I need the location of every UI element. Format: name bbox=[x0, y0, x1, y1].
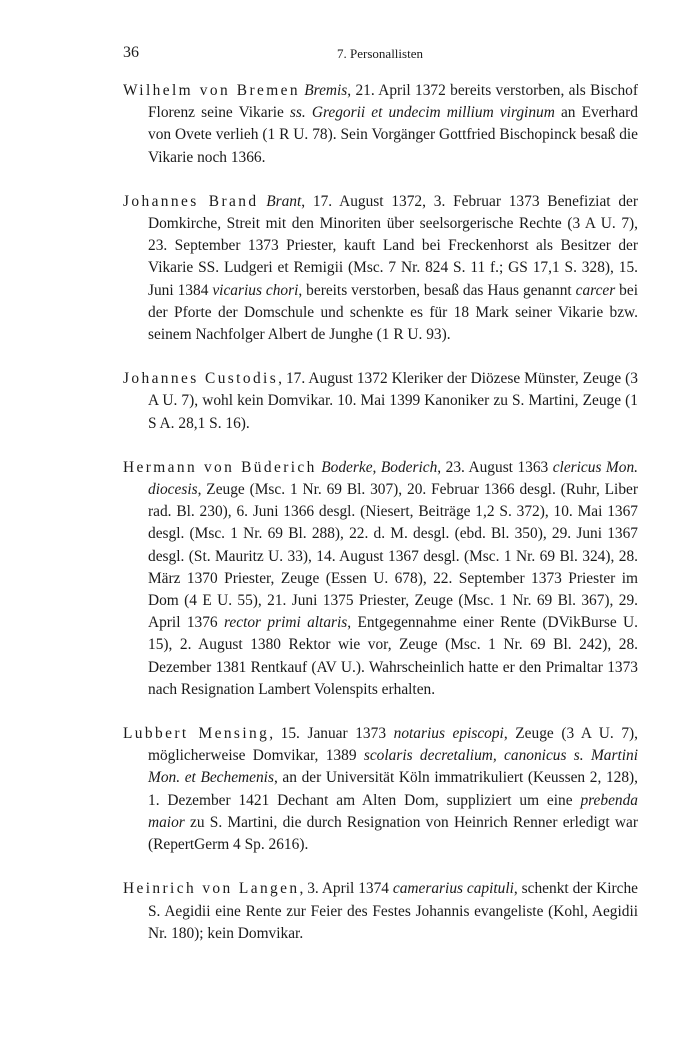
latin-term: rector primi altaris bbox=[223, 614, 348, 632]
entry-text: , Zeuge (3 A U. 7), möglicherweise Domvikar, 1389 bbox=[148, 725, 638, 765]
latin-term: Brant bbox=[266, 192, 302, 210]
register-entry bbox=[123, 457, 638, 701]
latin-term: vicarius chori bbox=[212, 281, 299, 299]
register-entry bbox=[123, 368, 638, 435]
person-name: Wilhelm von Bremen bbox=[123, 82, 300, 99]
latin-term: ss. Gregorii et undecim millium virginum bbox=[289, 104, 555, 122]
entry-text: bei der Pforte der Domschule und schenkte es für 18 Mark seiner Vikarie bzw. seinem Nachfolger Albert de Junghe (1 R U. 93). bbox=[148, 281, 638, 344]
person-name: Johannes Brand bbox=[123, 192, 259, 210]
entry-text: an Everhard von Ovete verlieh (1 R U. 78). Sein Vorgänger Gottfried Bischopinck besaß die Vikarie noch 1366. bbox=[148, 104, 638, 166]
running-head: 7. Personallisten bbox=[337, 46, 423, 61]
latin-term: Bremis bbox=[304, 82, 348, 99]
person-name: Hermann von Büderich bbox=[123, 458, 317, 476]
person-name: Lubbert Mensing bbox=[123, 725, 270, 743]
register-entry bbox=[123, 723, 638, 856]
entry-text: zu S. Martini, die durch Resignation von Heinrich Renner erledigt war (RepertGerm 4 Sp. 2616). bbox=[148, 813, 638, 854]
entry-text: , 17. August 1372 Kleriker der Diözese Münster, Zeuge (3 A U. 7), wohl kein Domvikar. 10. Mai 1399 Kanoniker zu S. Martini, Zeuge (1 S A. 28,1 S. 16). bbox=[148, 370, 638, 432]
entry-text: , 15. Januar 1373 bbox=[269, 725, 394, 743]
entry-text: , an der Universität Köln immatrikuliert (Keussen 2, 128), 1. Dezember 1421 Dechant am Alten Dom, suppliziert um eine bbox=[148, 769, 638, 809]
entry-text: , schenkt der Kirche S. Aegidii eine Rente zur Feier des Festes Johannis evangeliste (Kohl, Aegidii Nr. 180); kein Domvikar. bbox=[148, 880, 638, 942]
register-entry bbox=[123, 80, 638, 169]
person-name: Johannes Custodis bbox=[123, 370, 279, 388]
entry-text: , 23. August 1363 bbox=[437, 458, 553, 476]
entry-text: , 21. April 1372 bereits verstorben, als Bischof Florenz seine Vikarie bbox=[148, 82, 638, 122]
register-entry bbox=[123, 878, 638, 945]
latin-term: notarius episcopi bbox=[393, 725, 504, 743]
entry-text: , bereits verstorben, besaß das Haus genannt bbox=[298, 281, 576, 299]
latin-term: scolaris decretalium, canonicus s. Martini Mon. et Bechemenis bbox=[148, 747, 638, 787]
entry-text: , 3. April 1374 bbox=[299, 880, 393, 898]
entry-text: , Zeuge (Msc. 1 Nr. 69 Bl. 307), 20. Februar 1366 desgl. (Ruhr, Liber rad. Bl. 230), 6. Juni 1366 desgl. (Niesert, Beiträge 1,2 S. 372), 10. Mai 1367 desgl. (Msc. 1 Nr. 69 Bl. 288), 22. d. M. desgl. (ebd. Bl. 350), 29. Juni 1367 desgl. (St. Mauritz U. 33), 14. August 1367 desgl. (Msc. 1 Nr. 69 Bl. 324), 28. März 1370 Priester, Zeuge (Essen U. 678), 22. September 1373 Priester im Dom (4 E U. 55), 21. Juni 1375 Priester, Zeuge (Msc. 1 Nr. 69 Bl. 367), 29. April 1376 bbox=[148, 481, 638, 632]
latin-term: prebenda maior bbox=[148, 791, 638, 831]
latin-term: Boderke, Boderich bbox=[321, 458, 438, 476]
page-header bbox=[123, 44, 637, 68]
latin-term: clericus Mon. diocesis bbox=[148, 458, 638, 499]
latin-term: camerarius capituli bbox=[392, 880, 514, 898]
page-number: 36 bbox=[123, 44, 139, 61]
entry-text: , Entgegennahme einer Rente (DVikBurse U. 15), 2. August 1380 Rektor wie vor, Zeuge (Msc. 1 Nr. 69 Bl. 242), 28. Dezember 1381 Rentkauf (AV U.). Wahrscheinlich hatte er den Primaltar 1373 nach Resignation Lambert Volenspits erhalten. bbox=[148, 614, 638, 698]
entry-text: , 17. August 1372, 3. Februar 1373 Benefiziat der Domkirche, Streit mit den Minoriten über seelsorgerische Rechte (3 A U. 7), 23. September 1373 Priester, kauft Land bei Freckenhorst als Besitzer der Vikarie SS. Ludgeri et Remigii (Msc. 7 Nr. 824 S. 11 f.; GS 17,1 S. 328), 15. Juni 1384 bbox=[148, 192, 638, 299]
person-name: Heinrich von Langen bbox=[123, 880, 300, 898]
latin-term: carcer bbox=[575, 281, 616, 299]
entry-list bbox=[123, 80, 638, 967]
register-entry bbox=[123, 191, 638, 346]
